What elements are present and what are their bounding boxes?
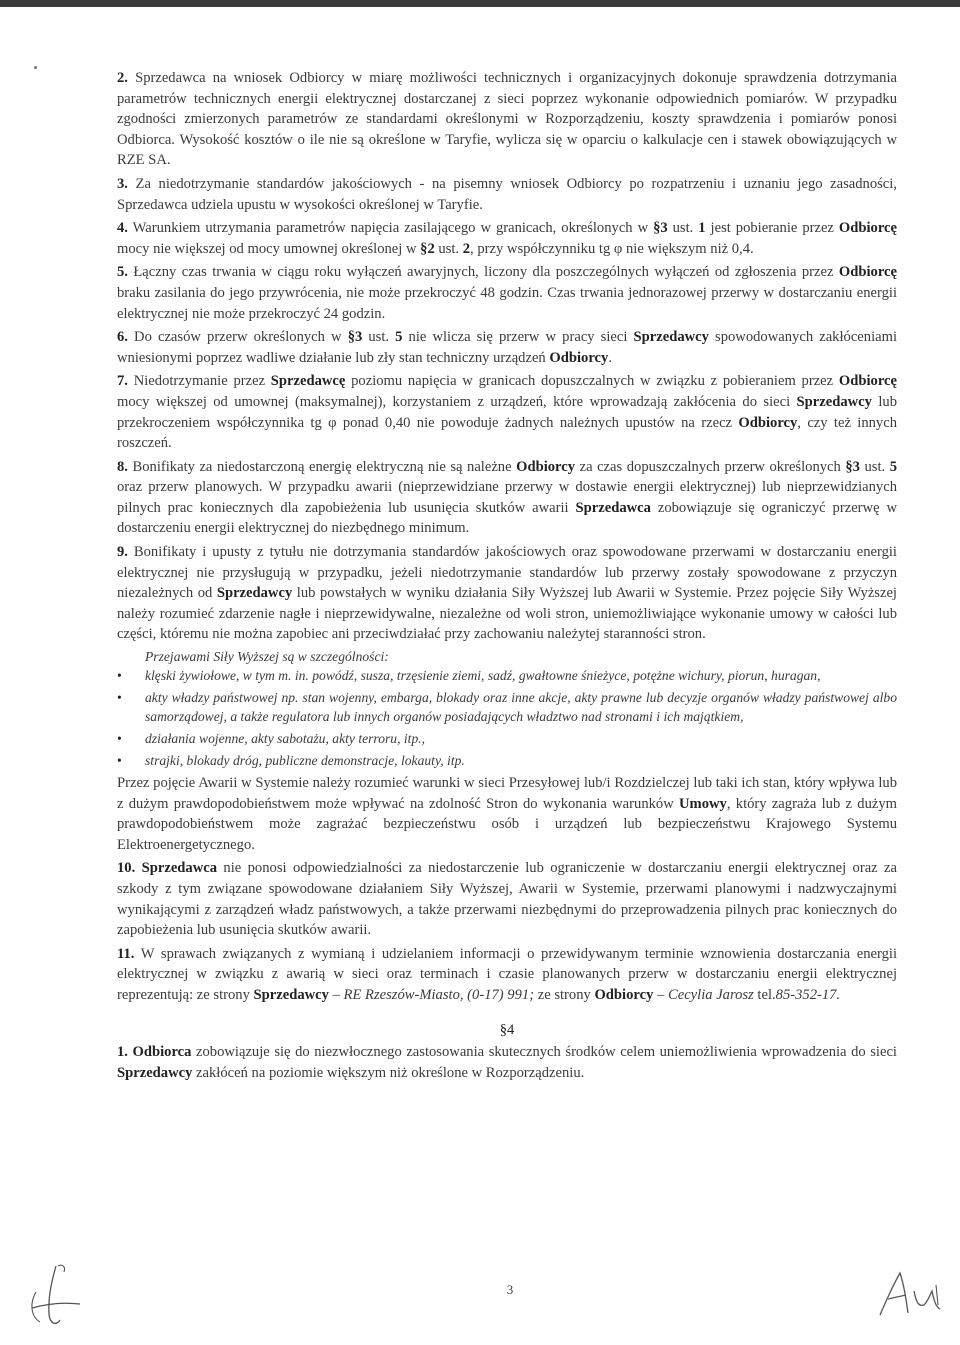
bold-run: Odbiorcę	[838, 264, 897, 281]
paragraph-4	[117, 218, 897, 259]
paragraph-number: 4.	[117, 220, 128, 237]
bold-run: Sprzedawcy	[796, 393, 872, 410]
paragraph-number: 7.	[117, 373, 128, 390]
text-run: ust.	[362, 329, 396, 346]
text-run: lub przekroczeniem współczynnika tg φ ponad 0,40 nie powoduje żadnych należnych upustów na rzecz	[117, 393, 897, 431]
bold-run: Odbiorcę	[838, 220, 897, 237]
paragraph-9	[117, 542, 897, 645]
bold-run: §3	[653, 220, 668, 237]
list-item: • akty władzy państwowej np. stan wojenny, embarga, blokady oraz inne akcje, akty prawne lub decyzje organów władzy państwowej albo samorządowej, a także regulatora lub innych organów posiadających władztwo nad stronami i ich majątkiem,	[145, 688, 897, 726]
paragraph-number: 6.	[117, 329, 128, 346]
text-run: za czas dopuszczalnych przerw określonych	[575, 458, 846, 475]
bold-run: Odbiorcę	[838, 373, 897, 390]
text-run: ust.	[434, 240, 463, 257]
bold-run: Sprzedawcę	[270, 373, 346, 390]
text-run: ust.	[859, 458, 890, 475]
bold-run: Odbiorcy	[738, 414, 798, 431]
text-run: , czy też innych roszczeń.	[117, 414, 898, 452]
text-run: Niedotrzymanie przez	[133, 373, 271, 390]
text-run: oraz przerw planowych. W przypadku awarii (nieprzewidziane przerwy w dostawie energii elektrycznej) lub nieprzewidzianych pilnych prac koniecznych dla zapobieżenia lub usunięcia skutków awarii	[117, 479, 897, 516]
text-run: mocy większej od umownej (maksymalnej), korzystaniem z urządzeń, które wprowadzają zakłócenia do sieci	[117, 393, 797, 410]
text-run: ze strony	[534, 986, 595, 1003]
text-run: Do czasów przerw określonych w	[134, 329, 348, 346]
paragraph-11	[117, 944, 897, 1006]
bold-run: Sprzedawcy	[216, 585, 293, 602]
text-run: spowodowanych zakłóceniami wniesionymi poprzez wadliwe działanie lub zły stan techniczny urządzeń	[117, 329, 898, 366]
text-run: –	[653, 986, 668, 1003]
paragraph-2	[117, 68, 897, 171]
text-run: zakłóceń na poziomie większym niż określone w Rozporządzeniu.	[192, 1064, 585, 1081]
paragraph-3	[117, 174, 897, 215]
bold-run: Odbiorcy	[594, 986, 654, 1003]
text-run: , który zagraża lub z dużym prawdopodobieństwem może zagrażać bezpieczeństwu osób i urządzeń lub bezpieczeństwu Krajowego Systemu Elektroenergetycznego.	[117, 795, 897, 853]
text-run: W sprawach związanych z wymianą i udzielaniem informacji o przewidywanym terminie wznowienia dostarczania energii elektrycznej w związku z awarią w sieci oraz terminach i czasie planowanych przerw w dostarczaniu energii elektrycznej reprezentują: ze strony	[117, 945, 898, 1003]
italic-run: RE Rzeszów-Miasto, (0-17) 991;	[343, 986, 535, 1003]
bold-run: Odbiorca	[132, 1044, 192, 1061]
bold-run: Sprzedawca	[141, 860, 218, 877]
bold-run: Sprzedawcy	[633, 329, 709, 346]
bold-run: 5	[889, 458, 897, 475]
bold-run: Umowy	[679, 795, 727, 812]
text-run: nie wlicza się przerw w pracy sieci	[402, 329, 634, 346]
document-page	[117, 68, 897, 1086]
text-run: Łączny czas trwania w ciągu roku wyłączeń awaryjnych, liczony dla poszczególnych wyłączeń od zgłoszenia przez	[133, 264, 839, 281]
text-run: Bonifikaty i upusty z tytułu nie dotrzymania standardów jakościowych oraz spowodowane przerwami w dostarczaniu energii elektrycznej nie przysługują w przypadku, jeżeli niedotrzymanie standardów lub przerwy zostały spowodowane z przyczyn niezależnych od	[117, 544, 897, 602]
text-run: –	[328, 986, 344, 1003]
section-heading: §4	[499, 1021, 515, 1038]
signature-right	[870, 1265, 950, 1325]
text-run: mocy nie większej od mocy umownej określonej w	[117, 240, 421, 257]
list-item: • klęski żywiołowe, w tym m. in. powódź, susza, trzęsienie ziemi, sadź, gwałtowne śnieżyce, potężne wichury, piorun, huragan,	[145, 666, 897, 685]
italic-run: 85-352-17.	[775, 986, 841, 1003]
italic-run: Cecylia Jarosz	[667, 986, 754, 1003]
paragraph-number: 2.	[117, 70, 128, 86]
paragraph-number: 11.	[117, 945, 135, 962]
text-run: nie ponosi odpowiedzialności za niedostarczenie lub ograniczenie w dostarczaniu energii elektrycznej oraz za szkody z tym związane spowodowane działaniem Siły Wyższej, Awarii w Systemie, przerwami planowymi i nadzwyczajnymi wynikającymi z zarządzeń władz państwowych, a także przerwami niezbędnymi do przeprowadzenia pilnych prac koniecznych do zapobieżenia lub usunięcia skutków awarii.	[117, 860, 897, 939]
signature-left	[22, 1262, 92, 1332]
bold-run: §3	[845, 458, 860, 475]
paragraph-number: 10.	[117, 860, 136, 877]
text-run: lub powstałych w wyniku działania Siły Wyższej lub Awarii w Systemie. Przez pojęcie Siły Wyższej należy rozumieć zdarzenie nagłe i nieprzewidywalne, niezależne od woli stron, uniemożliwiające wykonanie umowy w całości lub części, któremu nie można zapobiec ani przeciwdziałać przy zachowaniu należytej staranności stron.	[117, 585, 897, 643]
bold-run: Sprzedawcy	[253, 986, 329, 1003]
bold-run: 1	[698, 220, 706, 237]
paragraph-number: 9.	[117, 544, 128, 561]
paragraph-text: Za niedotrzymanie standardów jakościowych - na pisemny wniosek Odbiorcy po rozpatrzeniu i uznaniu jego zasadności, Sprzedawca udziela upustu w wysokości określonej w Taryfie.	[117, 175, 897, 213]
text-run: poziomu napięcia w granicach dopuszczalnych w związku z pobieraniem przez	[345, 373, 839, 390]
text-run: braku zasilania do jego przywrócenia, nie może przekroczyć 48 godzin. Czas trwania jednorazowej przerwy w dostarczaniu energii elektrycznej nie może przekroczyć 24 godzin.	[117, 284, 897, 322]
paragraph-number: 1.	[117, 1044, 128, 1061]
bold-run: Odbiorcy	[516, 458, 576, 475]
paragraph-10	[117, 858, 897, 940]
text-run: tel.	[753, 986, 776, 1003]
bold-run: §3	[347, 329, 363, 346]
text-run: .	[608, 349, 612, 366]
scan-top-edge	[0, 0, 960, 7]
force-majeure-heading: Przejawami Siły Wyższej są w szczególności:	[145, 649, 389, 665]
bold-run: 2	[462, 240, 471, 257]
text-run: ust.	[667, 220, 699, 237]
text-run: zobowiązuje się ograniczyć przerwę w dostarczeniu energii elektrycznej do niezbędnego minimum.	[117, 499, 897, 537]
awaria-definition	[117, 773, 897, 855]
text-run: , przy współczynniku tg φ nie większym niż 0,4.	[470, 240, 754, 257]
paragraph-5	[117, 262, 897, 324]
scan-speck	[34, 66, 37, 69]
bold-run: §2	[420, 240, 435, 257]
page-number: 3	[506, 1282, 514, 1297]
list-item: • działania wojenne, akty sabotażu, akty terroru, itp.,	[145, 729, 897, 748]
bold-run: 5	[395, 329, 403, 346]
text-run: Warunkiem utrzymania parametrów napięcia zasilającego w granicach, określonych w	[132, 220, 654, 237]
force-majeure-list	[117, 666, 897, 770]
section-4-paragraph-1	[117, 1042, 897, 1083]
paragraph-6	[117, 327, 897, 368]
paragraph-text: Sprzedawca na wniosek Odbiorcy w miarę możliwości technicznych i organizacyjnych dokonuje sprawdzenia dotrzymania parametrów technicznych energii elektrycznej dostarczanej z sieci poprzez wykonanie odpowiednich pomiarów. W przypadku zgodności zmierzonych parametrów ze standardami określonymi w Rozporządzeniu, koszty sprawdzenia i pomiarów ponosi Odbiorca. Wysokość kosztów o ile nie są określone w Taryfie, wylicza się w oparciu o kalkulacje cen i stawek obowiązujących w RZE SA.	[117, 70, 897, 169]
bold-run: Odbiorcy	[549, 349, 609, 366]
text-run: Przez pojęcie Awarii w Systemie należy rozumieć warunki w sieci Przesyłowej lub/i Rozdzielczej lub taki ich stan, który wpływa lub z dużym prawdopodobieństwem może wpływać na zdolność Stron do wykonania warunków	[117, 775, 897, 812]
bold-run: Sprzedawcy	[117, 1064, 193, 1081]
paragraph-8	[117, 457, 897, 539]
bold-run: Sprzedawca	[575, 499, 651, 516]
paragraph-number: 8.	[117, 458, 128, 475]
text-run: zobowiązuje się do niezwłocznego zastosowania skutecznych środków celem uniemożliwienia wprowadzenia do sieci	[191, 1044, 897, 1061]
paragraph-7	[117, 371, 897, 453]
text-run: Bonifikaty za niedostarczoną energię elektryczną nie są należne	[132, 458, 517, 475]
paragraph-number: 3.	[117, 175, 128, 192]
list-item: • strajki, blokady dróg, publiczne demonstracje, lokauty, itp.	[145, 751, 897, 770]
paragraph-number: 5.	[117, 264, 128, 281]
text-run: jest pobieranie przez	[705, 220, 839, 237]
